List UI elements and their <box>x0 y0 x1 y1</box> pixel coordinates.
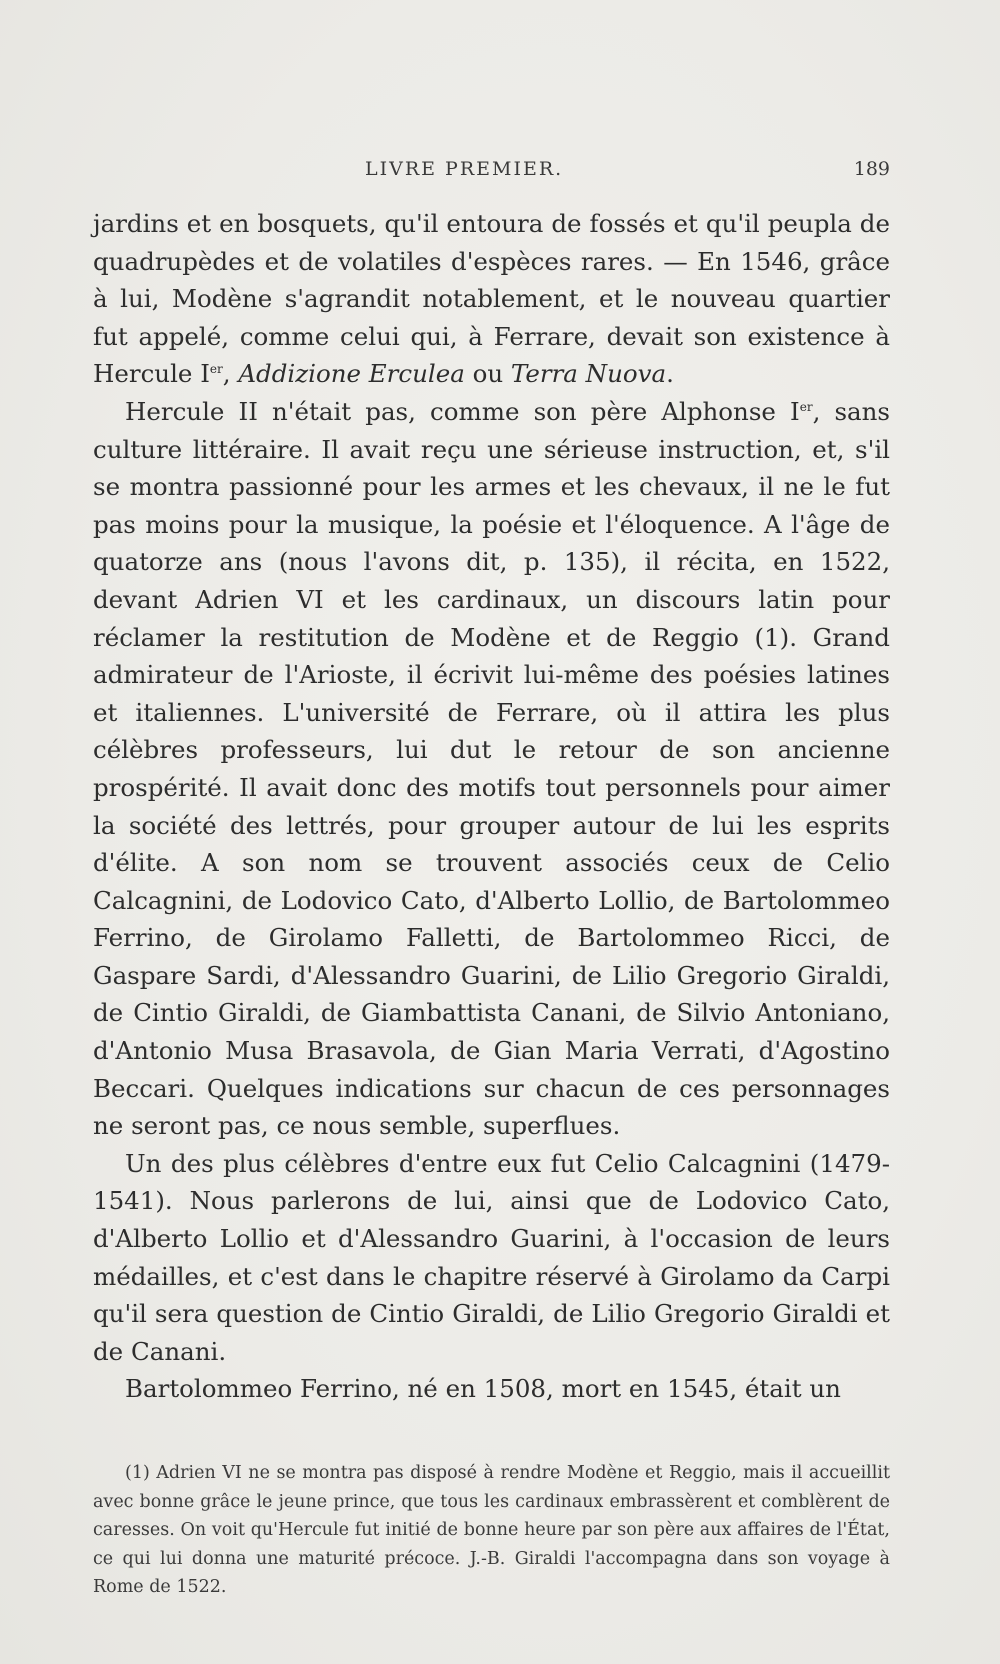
paragraph-1 <box>93 205 890 393</box>
comma: , <box>222 359 239 389</box>
paragraph-2-text-a: Hercule II n'était pas, comme son père Alphonse I <box>125 396 800 426</box>
period: . <box>666 359 674 389</box>
footnotes <box>93 1459 890 1602</box>
paragraph-2-text-b: , sans culture littéraire. Il avait reçu une sérieuse instruction, et, s'il se montra passionné pour les armes et les chevaux, il ne le fut pas moins pour la musique, la poésie et l'éloquence. A l'âge de quatorze ans (nous l'avons dit, p. 135), il récita, en 1522, devant Adrien VI et les cardinaux, un discours latin pour réclamer la restitution de Modène et de Reggio (1). Grand admirateur de l'Arioste, il écrivit lui-même des poésies latines et italiennes. L'université de Ferrare, où il attira les plus célèbres professeurs, lui dut le retour de son ancienne prospérité. Il avait donc des motifs tout personnels pour aimer la société des lettrés, pour grouper autour de lui les esprits d'élite. A son nom se trouvent associés ceux de Celio Calcagnini, de Lodovico Cato, d'Alberto Lollio, de Bartolommeo Ferrino, de Girolamo Falletti, de Bartolommeo Ricci, de Gaspare Sardi, d'Alessandro Guarini, de Lilio Gregorio Giraldi, de Cintio Giraldi, de Giambattista Canani, de Silvio Antoniano, d'Antonio Musa Brasavola, de Gian Maria Verrati, d'Agostino Beccari. Quelques indications sur chacun de ces personnages ne seront pas, ce nous semble, superflues. <box>93 396 890 1141</box>
italic-terra-nuova: Terra Nuova <box>510 359 667 389</box>
running-title: LIVRE PREMIER. <box>365 158 564 180</box>
paragraph-3: Un des plus célèbres d'entre eux fut Celio Calcagnini (1479-1541). Nous parlerons de lui, ainsi que de Lodovico Cato, d'Alberto Lollio et d'Alessandro Guarini, à l'occasion de leurs médailles, et c'est dans le chapitre réservé à Girolamo da Carpi qu'il sera question de Cintio Giraldi, de Lilio Gregorio Giraldi et de Canani. <box>93 1148 890 1366</box>
page-header <box>95 158 890 188</box>
paragraph-2 <box>93 393 890 1145</box>
conjunction-ou: ou <box>464 359 511 389</box>
paragraph-1-text: jardins et en bosquets, qu'il entoura de fossés et qu'il peupla de quadrupèdes et de volatiles d'espèces rares. — En 1546, grâce à lui, Modène s'agrandit notablement, et le nouveau quartier fut appelé, comme celui qui, à Ferrare, devait son existence à Hercule I <box>93 209 890 389</box>
italic-addizione-erculea: Addizione Erculea <box>238 359 465 389</box>
footnote-1: (1) Adrien VI ne se montra pas disposé à rendre Modène et Reggio, mais il accueillit avec bonne grâce le jeune prince, que tous les cardinaux embrassèrent et comblèrent de caresses. On voit qu'Hercule fut initié de bonne heure par son père aux affaires de l'État, ce qui lui donna une maturité précoce. J.-B. Giraldi l'accompagna dans son voyage à Rome de 1522. <box>93 1463 890 1598</box>
page-number: 189 <box>853 158 890 180</box>
superscript-er: er <box>799 399 813 414</box>
paragraph-4: Bartolommeo Ferrino, né en 1508, mort en 1545, était un <box>125 1374 841 1404</box>
superscript-er: er <box>209 362 223 377</box>
body-text <box>93 205 890 1408</box>
